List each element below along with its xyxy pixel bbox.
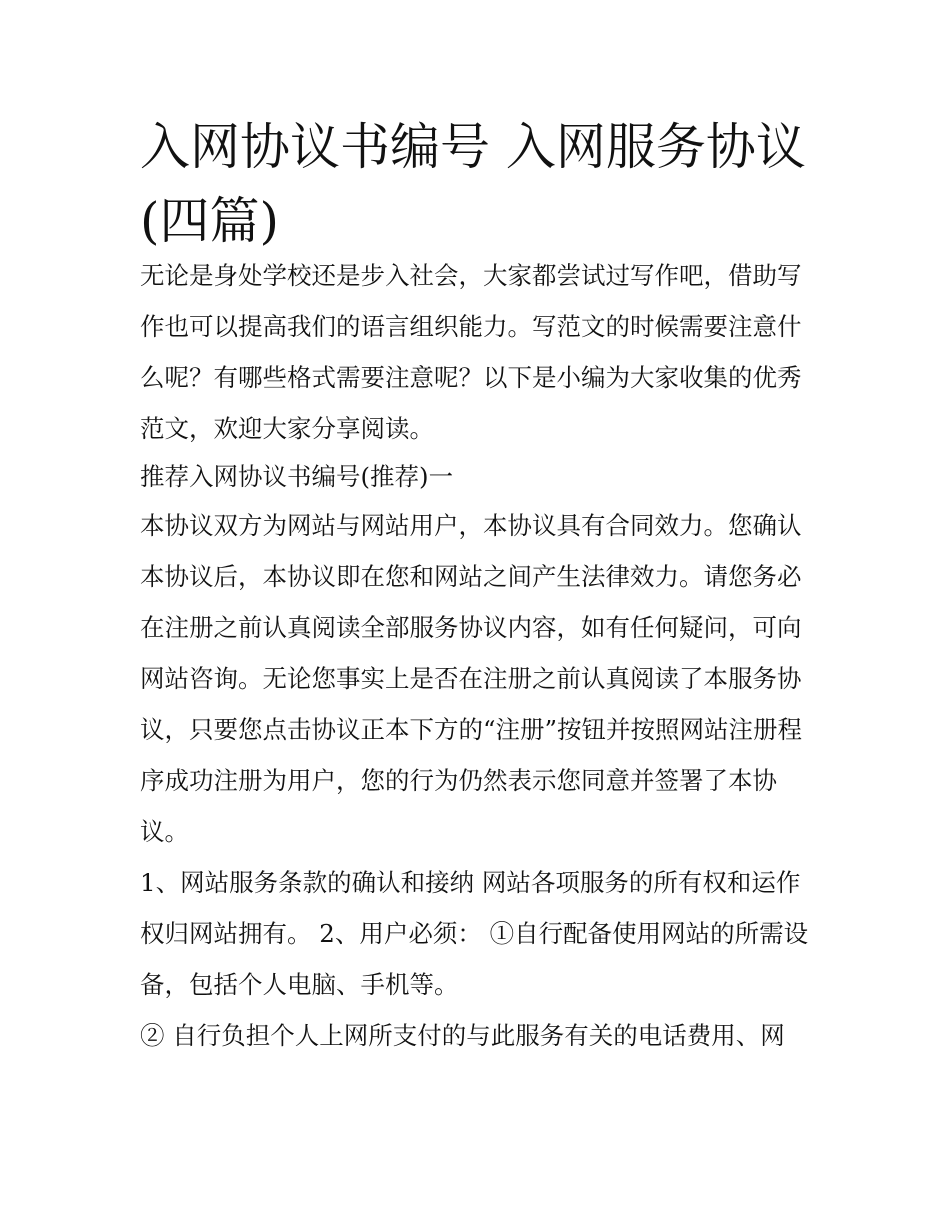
agreement-paragraph: 本协议双方为网站与网站用户，本协议具有合同效力。您确认本协议后，本协议即在您和网站之间产生法律效力。请您务必在注册之前认真阅读全部服务协议内容，如有任何疑问，可向网站咨询。无论您事实上是否在注册之前认真阅读了本服务协议，只要您点击协议正本下方的“注册”按钮并按照网站注册程序成功注册为用户，您的行为仍然表示您同意并签署了本协议。 xyxy=(140,511,803,846)
document-body xyxy=(140,250,812,1061)
document-title: 入网协议书编号 入网服务协议(四篇) xyxy=(140,118,806,250)
clause-paragraph-1: 1、网站服务条款的确认和接纳 网站各项服务的所有权和运作权归网站拥有。 2、用户必须： ①自行配备使用网站的所需设备，包括个人电脑、手机等。 xyxy=(140,868,809,999)
section-heading: 推荐入网协议书编号(推荐)一 xyxy=(140,462,454,491)
intro-paragraph: 无论是身处学校还是步入社会，大家都尝试过写作吧，借助写作也可以提高我们的语言组织能力。写范文的时候需要注意什么呢？有哪些格式需要注意呢？以下是小编为大家收集的优秀范文，欢迎大家分享阅读。 xyxy=(140,261,802,443)
clause-paragraph-2: ② 自行负担个人上网所支付的与此服务有关的电话费用、网 xyxy=(140,1021,785,1050)
